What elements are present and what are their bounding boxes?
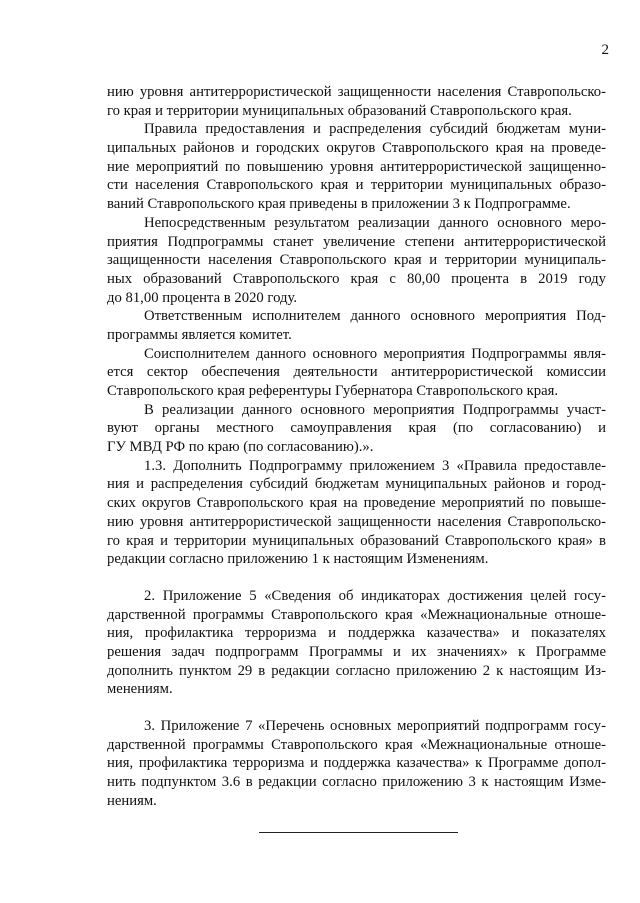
text-line: ния и распределения субсидий бюджетам муниципальных районов и город-	[107, 476, 606, 493]
paragraph-7	[107, 457, 606, 569]
paragraph-5	[107, 345, 606, 401]
text-line: нениям.	[107, 792, 157, 809]
text-line: 3. Приложение 7 «Перечень основных мероприятий подпрограмм госу-	[144, 718, 606, 734]
text-line: Ответственным исполнителем данного основного мероприятия Под-	[144, 308, 606, 325]
paragraph-6	[107, 401, 606, 457]
page-number: 2	[601, 42, 609, 58]
text-line: Соисполнителем данного основного мероприятия Подпрограммы явля-	[144, 345, 606, 362]
text-line: дарственной программы Ставропольского края «Межнациональные отноше-	[107, 606, 606, 623]
text-line: ципальных районов и городских округов Ставропольского края на проведе-	[107, 140, 606, 157]
text-line: нию уровня антитеррористической защищенности населения Ставропольско-	[107, 513, 606, 530]
text-line: ных образований Ставропольского края с 80,00 процента в 2019 году	[107, 270, 606, 287]
text-line: сти населения Ставропольского края и территории муниципальных образо-	[107, 177, 606, 194]
text-line: нию уровня антитеррористической защищенности населения Ставропольско-	[107, 84, 606, 100]
paragraph-spacer	[107, 569, 606, 587]
paragraph-spacer	[107, 699, 606, 717]
text-line: ских округов Ставропольского края на проведение мероприятий по повыше-	[107, 495, 606, 512]
text-line: го края и территории муниципальных образований Ставропольского края.	[107, 102, 572, 119]
text-line: ние мероприятий по повышению уровня антитеррористической защищенно-	[107, 158, 606, 175]
text-line: дарственной программы Ставропольского края «Межнациональные отноше-	[107, 736, 606, 753]
text-line: менениям.	[107, 681, 173, 698]
text-line: вуют органы местного самоуправления края (по согласованию) и	[107, 420, 606, 437]
paragraph-9	[107, 717, 606, 810]
text-line: 1.3. Дополнить Подпрограмму приложением 3 «Правила предоставле-	[144, 457, 606, 474]
text-line: приятия Подпрограммы станет увеличение степени антитеррористической	[107, 233, 606, 250]
paragraph-3	[107, 214, 606, 307]
text-line: Непосредственным результатом реализации данного основного меро-	[144, 214, 606, 231]
text-line: дополнить пунктом 29 в редакции согласно приложению 2 к настоящим Из-	[107, 662, 606, 679]
paragraph-8	[107, 587, 606, 699]
text-line: ГУ МВД РФ по краю (по согласованию).».	[107, 439, 374, 456]
text-line: ваний Ставропольского края приведены в приложении 3 к Подпрограмме.	[107, 196, 571, 213]
text-line: го края и территории муниципальных образований Ставропольского края» в	[107, 532, 606, 549]
text-line: защищенности населения Ставропольского края и территории муниципаль-	[107, 252, 606, 269]
document-body	[107, 83, 606, 810]
text-line: ния, профилактика терроризма и поддержка казачества» к Программе допол-	[107, 755, 606, 772]
text-line: нить подпунктом 3.6 в редакции согласно приложению 3 к настоящим Изме-	[107, 774, 606, 791]
text-line: программы является комитет.	[107, 326, 292, 343]
paragraph-4	[107, 307, 606, 344]
closing-divider-line	[259, 832, 458, 833]
text-line: ния, профилактика терроризма и поддержка казачества» и показателях	[107, 625, 606, 642]
text-line: 2. Приложение 5 «Сведения об индикаторах достижения целей госу-	[144, 587, 606, 604]
paragraph-2	[107, 120, 606, 213]
text-line: до 81,00 процента в 2020 году.	[107, 289, 298, 306]
text-line: Правила предоставления и распределения субсидий бюджетам муни-	[144, 121, 606, 138]
text-line: ется сектор обеспечения деятельности антитеррористической комиссии	[107, 364, 606, 381]
text-line: В реализации данного основного мероприятия Подпрограммы участ-	[144, 401, 606, 418]
text-line: редакции согласно приложению 1 к настоящим Изменениям.	[107, 551, 489, 568]
paragraph-1	[107, 83, 606, 120]
text-line: решения задач подпрограмм Программы и их значениях» к Программе	[107, 643, 606, 660]
text-line: Ставропольского края референтуры Губернатора Ставропольского края.	[107, 383, 559, 399]
